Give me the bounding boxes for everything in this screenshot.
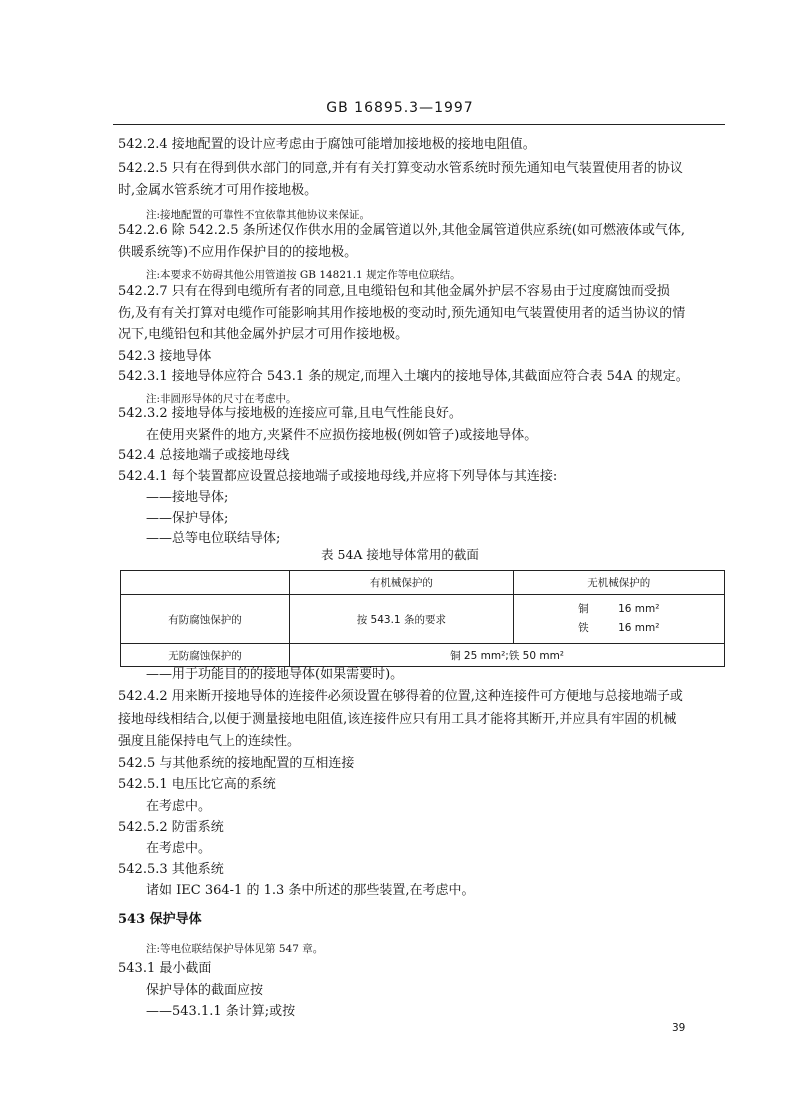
list-item-bonding-conductor: ——总等电位联结导体; (146, 531, 281, 546)
clause-542-2-7: 542.2.7 只有在得到电缆所有者的同意,且电缆铅包和其他金属外护层不容易由于过度腐蚀而受损 (118, 284, 670, 299)
row-label-corrosion-protected: 有防腐蚀保护的 (121, 595, 290, 644)
page-number: 39 (672, 1022, 686, 1034)
note-543: 注:等电位联结保护导体见第 547 章。 (146, 943, 324, 955)
header-rule (113, 124, 725, 125)
value-copper: 16 mm² (618, 603, 660, 615)
clause-542-4-2-cont2: 强度且能保持电气上的连续性。 (118, 734, 301, 749)
table-header-mech: 有机械保护的 (290, 571, 513, 595)
heading-542-3: 542.3 接地导体 (118, 349, 212, 364)
page-header: GB 16895.3—1997 (326, 100, 474, 116)
clause-543-1-body: 保护导体的截面应按 (146, 983, 264, 998)
clause-542-2-5: 542.2.5 只有在得到供水部门的同意,并有有关打算变动水管系统时预先通知电气装置使用者的协议 (118, 161, 683, 176)
table-caption: 表 54A 接地导体常用的截面 (321, 547, 479, 562)
list-item-protective-conductor: ——保护导体; (146, 511, 229, 526)
clause-542-4-1: 542.4.1 每个装置都应设置总接地端子或接地母线,并应将下列导体与其连接: (118, 469, 558, 484)
clause-542-5-3-body: 诸如 IEC 364-1 的 1.3 条中所述的那些装置,在考虑中。 (146, 883, 475, 898)
table-row (121, 644, 725, 667)
table-54a (120, 570, 725, 667)
cell-nomech-values (513, 595, 724, 644)
list-item-earthing-conductor: ——接地导体; (146, 490, 229, 505)
clause-542-2-6: 542.2.6 除 542.2.5 条所述仅作供水用的金属管道以外,其他金属管道供应系统(如可燃液体或气体, (118, 223, 685, 238)
row-label-no-corrosion-protection: 无防腐蚀保护的 (121, 644, 290, 667)
heading-542-5: 542.5 与其他系统的接地配置的互相连接 (118, 756, 355, 771)
clause-542-3-2-cont: 在使用夹紧件的地方,夹紧件不应损伤接地极(例如管子)或接地导体。 (146, 428, 538, 443)
table-header-row (121, 571, 725, 595)
note-542-3-1: 注:非圆形导体的尺寸在考虑中。 (146, 393, 297, 405)
cell-unprotected-values: 铜 25 mm²;铁 50 mm² (290, 644, 725, 667)
metal-iron: 铁 (578, 622, 589, 634)
list-item-functional-conductor: ——用于功能目的的接地导体(如果需要时)。 (146, 667, 404, 682)
clause-542-3-2: 542.3.2 接地导体与接地极的连接应可靠,且电气性能良好。 (118, 406, 462, 421)
cell-mech-requirement: 按 543.1 条的要求 (290, 595, 513, 644)
metal-copper: 铜 (578, 603, 589, 615)
clause-542-2-7-cont1: 伤,及有有关打算对电缆作可能影响其用作接地极的变动时,预先通知电气装置使用者的适当协议的情 (118, 306, 686, 321)
clause-542-3-1: 542.3.1 接地导体应符合 543.1 条的规定,而埋入土壤内的接地导体,其截面应符合表 54A 的规定。 (118, 369, 689, 384)
clause-542-5-1: 542.5.1 电压比它高的系统 (118, 777, 276, 792)
heading-542-4: 542.4 总接地端子或接地母线 (118, 448, 290, 463)
clause-542-2-4: 542.2.4 接地配置的设计应考虑由于腐蚀可能增加接地极的接地电阻值。 (118, 137, 536, 152)
note-542-2-5: 注:接地配置的可靠性不宜依靠其他协议来保证。 (146, 209, 371, 221)
clause-542-5-3: 542.5.3 其他系统 (118, 862, 224, 877)
clause-542-5-2: 542.5.2 防雷系统 (118, 820, 224, 835)
note-542-2-6: 注:本要求不妨碍其他公用管道按 GB 14821.1 规定作等电位联结。 (146, 269, 461, 281)
heading-543-1: 543.1 最小截面 (118, 961, 212, 976)
heading-543: 543 保护导体 (118, 912, 202, 927)
clause-542-4-2: 542.4.2 用来断开接地导体的连接件必须设置在够得着的位置,这种连接件可方便地与总接地端子或 (118, 689, 683, 704)
table-header-nomech: 无机械保护的 (513, 571, 724, 595)
clause-542-2-5-cont: 时,金属水管系统才可用作接地极。 (118, 183, 318, 198)
clause-542-5-1-body: 在考虑中。 (146, 799, 212, 814)
list-item-543-1-1: ——543.1.1 条计算;或按 (146, 1004, 296, 1019)
table-row (121, 595, 725, 644)
clause-542-2-7-cont2: 况下,电缆铅包和其他金属外护层才可用作接地极。 (118, 327, 409, 342)
value-iron: 16 mm² (618, 622, 660, 634)
clause-542-4-2-cont1: 接地母线相结合,以便于测量接地电阻值,该连接件应只有用工具才能将其断开,并应具有牢固的机械 (118, 712, 677, 727)
table-header-blank (121, 571, 290, 595)
clause-542-5-2-body: 在考虑中。 (146, 841, 212, 856)
clause-542-2-6-cont: 供暖系统等)不应用作保护目的的接地极。 (118, 245, 358, 260)
